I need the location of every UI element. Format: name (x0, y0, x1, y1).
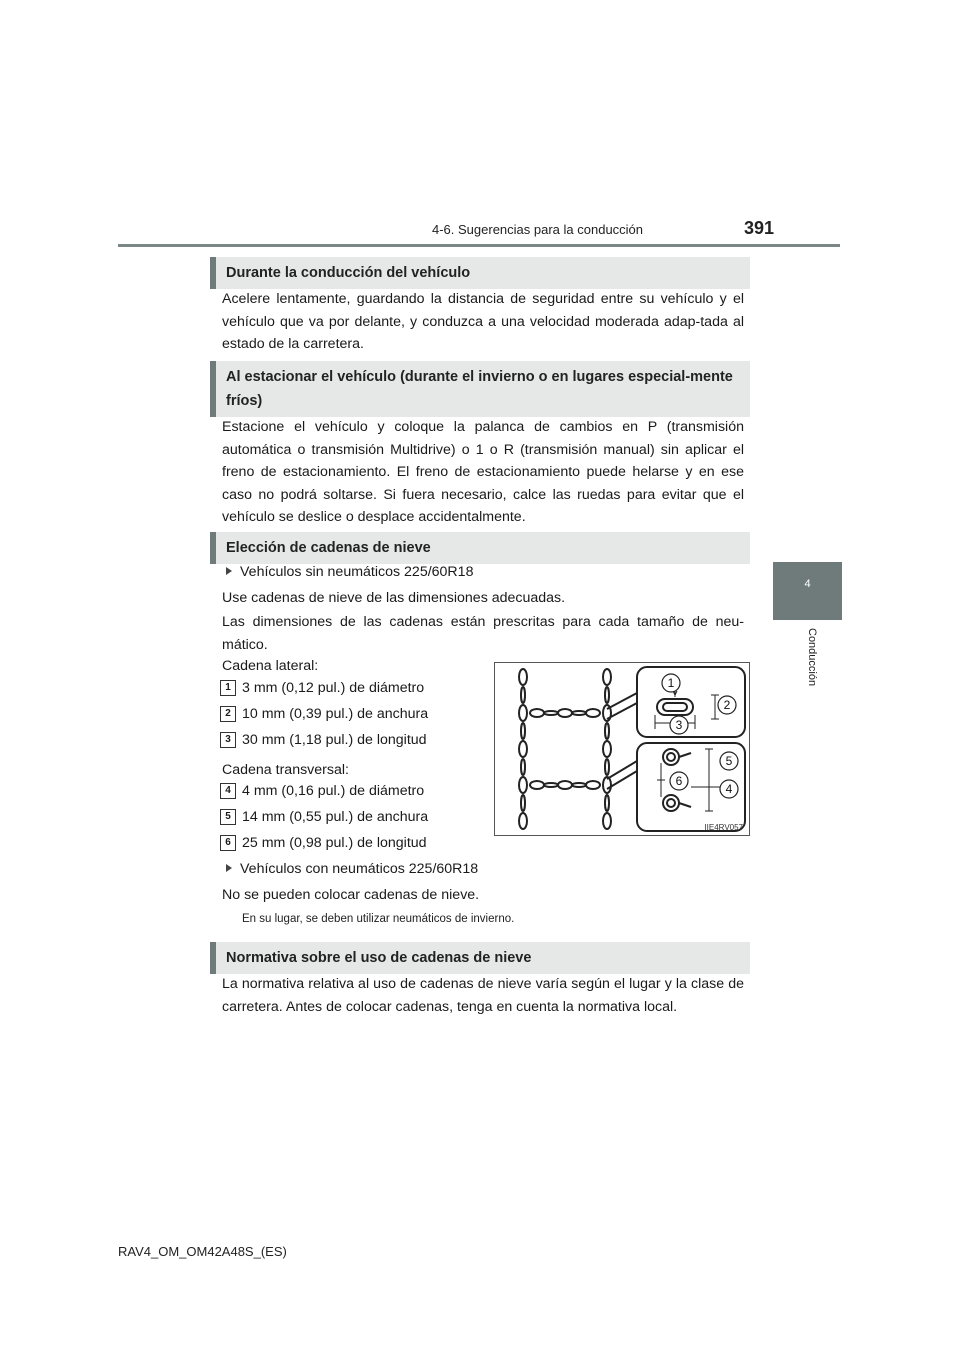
figure-callout-6: 6 (675, 774, 683, 788)
header-divider (118, 244, 840, 247)
paragraph-use-chains: Use cadenas de nieve de las dimensiones adecuadas. (222, 590, 566, 606)
page-number: 391 (744, 218, 775, 238)
document-code: RAV4_OM_OM42A48S_(ES) (118, 1244, 287, 1259)
figure-callout-5: 5 (725, 754, 733, 768)
figure-callout-2: 2 (723, 698, 731, 712)
chapter-tab[interactable] (773, 562, 842, 620)
chapter-label-text: Conducción (806, 628, 818, 687)
chapter-number: 4 (804, 578, 811, 590)
figure-callout-4: 4 (725, 782, 733, 796)
paragraph-regulations: La normativa relativa al uso de cadenas de nieve varía según el lugar y la clase de carretera. Antes de colocar cadenas, tenga en cuenta la normativa local. (222, 976, 744, 1015)
side-chain-length: 30 mm (1,18 pul.) de longitud (242, 732, 427, 748)
heading-driving: Durante la conducción del vehículo (210, 257, 750, 289)
cross-chain-width: 14 mm (0,55 pul.) de anchura (242, 809, 429, 825)
snow-chain-illustration (495, 663, 749, 835)
figure-callout-1: 1 (667, 676, 675, 690)
bullet-text: Vehículos con neumáticos 225/60R18 (240, 861, 479, 877)
side-chain-width: 10 mm (0,39 pul.) de anchura (242, 706, 429, 722)
cross-chain-label: Cadena transversal: (222, 762, 349, 778)
callout-number-2: 2 (220, 706, 236, 722)
callout-number-5: 5 (220, 809, 236, 825)
side-chain-diameter: 3 mm (0,12 pul.) de diámetro (242, 680, 425, 696)
callout-number-3: 3 (220, 732, 236, 748)
figure-callout-3: 3 (675, 718, 683, 732)
paragraph-no-chains: No se pueden colocar cadenas de nieve. (222, 887, 480, 903)
heading-chain-choice: Elección de cadenas de nieve (210, 532, 750, 564)
paragraph-dimensions: Las dimensiones de las cadenas están prescritas para cada tamaño de neu-mático. (222, 614, 744, 653)
snow-chain-figure (494, 662, 750, 836)
chapter-label (804, 628, 818, 748)
section-title: 4-6. Sugerencias para la conducción (432, 222, 644, 237)
callout-number-1: 1 (220, 680, 236, 696)
triangle-bullet-icon (226, 864, 232, 872)
bullet-text: Vehículos sin neumáticos 225/60R18 (240, 564, 474, 580)
cross-chain-length: 25 mm (0,98 pul.) de longitud (242, 835, 427, 851)
paragraph-driving: Acelere lentamente, guardando la distancia de seguridad entre su vehículo y el vehículo que va por delante, y conduzca a una velocidad moderada adap-tada al estado de la carretera. (222, 291, 744, 352)
paragraph-parking: Estacione el vehículo y coloque la palanca de cambios en P (transmisión automática o transmisión Multidrive) o 1 o R (transmisión manual) sin aplicar el freno de estacionamiento. El freno de estacionamiento puede helarse y en ese caso no podrá soltarse. Si fuera necesario, calce las ruedas para evitar que el vehículo se deslice o desplace accidentalmente. (222, 419, 744, 525)
heading-parking: Al estacionar el vehículo (durante el invierno o en lugares especial-mente fríos) (210, 361, 750, 417)
cross-chain-diameter: 4 mm (0,16 pul.) de diámetro (242, 783, 425, 799)
figure-code: IIE4RV057 (704, 823, 743, 832)
bullet-with-tires (226, 861, 478, 877)
heading-chain-regulations: Normativa sobre el uso de cadenas de nieve (210, 942, 750, 974)
note-winter-tires: En su lugar, se deben utilizar neumáticos de invierno. (242, 913, 515, 925)
callout-number-4: 4 (220, 783, 236, 799)
triangle-bullet-icon (226, 567, 232, 575)
bullet-without-tires (226, 564, 473, 580)
side-chain-label: Cadena lateral: (222, 658, 319, 674)
callout-number-6: 6 (220, 835, 236, 851)
